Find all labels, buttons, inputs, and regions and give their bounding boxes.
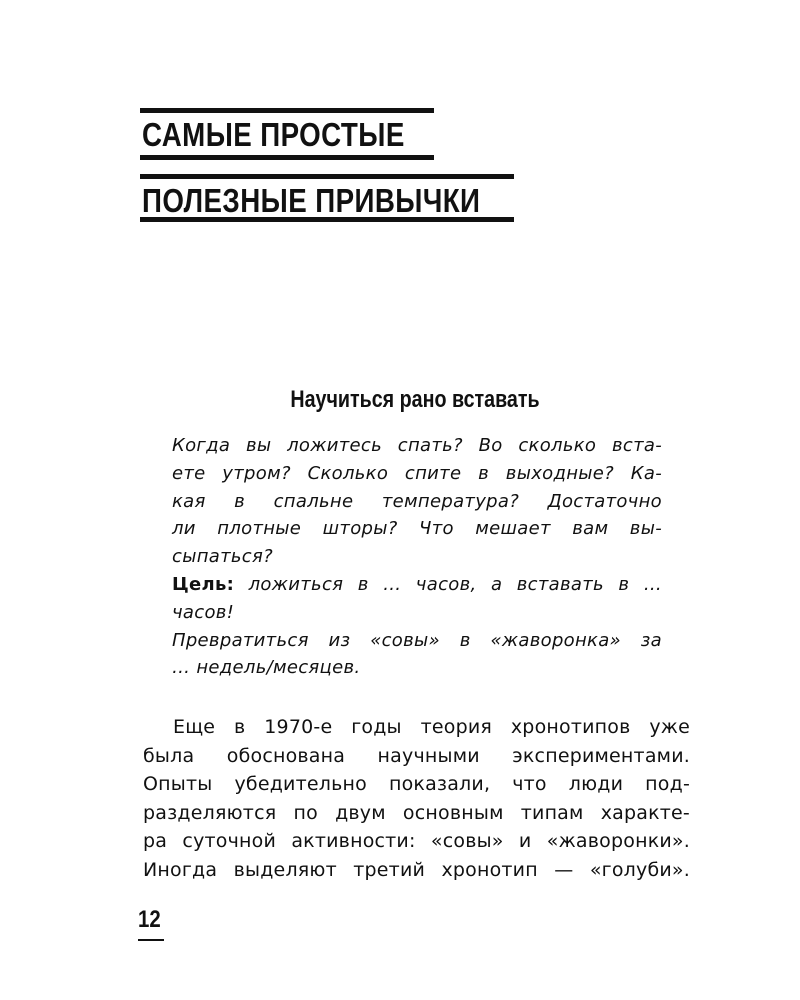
- page-number-text: 12: [138, 906, 161, 933]
- goal-text: ложиться в … часов, а вставать в …: [234, 573, 662, 595]
- chapter-title-line-2: [140, 174, 514, 222]
- body-line: Опыты убедительно показали, что люди под-: [143, 773, 690, 796]
- goal-label: Цель:: [172, 573, 235, 595]
- exercise-line: часов!: [172, 601, 235, 623]
- exercise-block: [172, 432, 662, 682]
- body-line: ра суточной активности: «совы» и «жаворонки».: [143, 830, 690, 853]
- exercise-goal-line: [172, 571, 662, 599]
- page-number: [138, 905, 165, 935]
- exercise-line: сыпаться?: [172, 546, 273, 568]
- body-line: разделяются по двум основным типам характе-: [143, 801, 690, 824]
- chapter-title-line-1: [140, 108, 434, 160]
- chapter-heading: [140, 108, 514, 236]
- body-paragraph: [143, 713, 690, 885]
- exercise-line: … недель/месяцев.: [172, 657, 361, 679]
- section-title: [0, 383, 800, 417]
- body-line: Иногда выделяют третий хронотип — «голуби».: [143, 858, 690, 881]
- section-title-text: Научиться рано вставать: [290, 386, 540, 413]
- page-number-rule: [138, 939, 164, 941]
- exercise-line: ете утром? Сколько спите в выходные? Ка-: [172, 462, 662, 484]
- body-line: Еще в 1970-е годы теория хронотипов уже: [173, 716, 690, 738]
- exercise-line: Превратиться из «совы» в «жаворонка» за: [172, 629, 662, 651]
- exercise-line: кая в спальне температура? Достаточно: [172, 490, 662, 512]
- chapter-title-text-1: САМЫЕ ПРОСТЫЕ: [142, 116, 405, 153]
- body-line: была обоснована научными экспериментами.: [143, 744, 690, 767]
- exercise-line: Когда вы ложитесь спать? Во сколько вста-: [172, 435, 662, 456]
- exercise-line: ли плотные шторы? Что мешает вам вы-: [172, 518, 662, 540]
- chapter-title-text-2: ПОЛЕЗНЫЕ ПРИВЫЧКИ: [142, 182, 481, 219]
